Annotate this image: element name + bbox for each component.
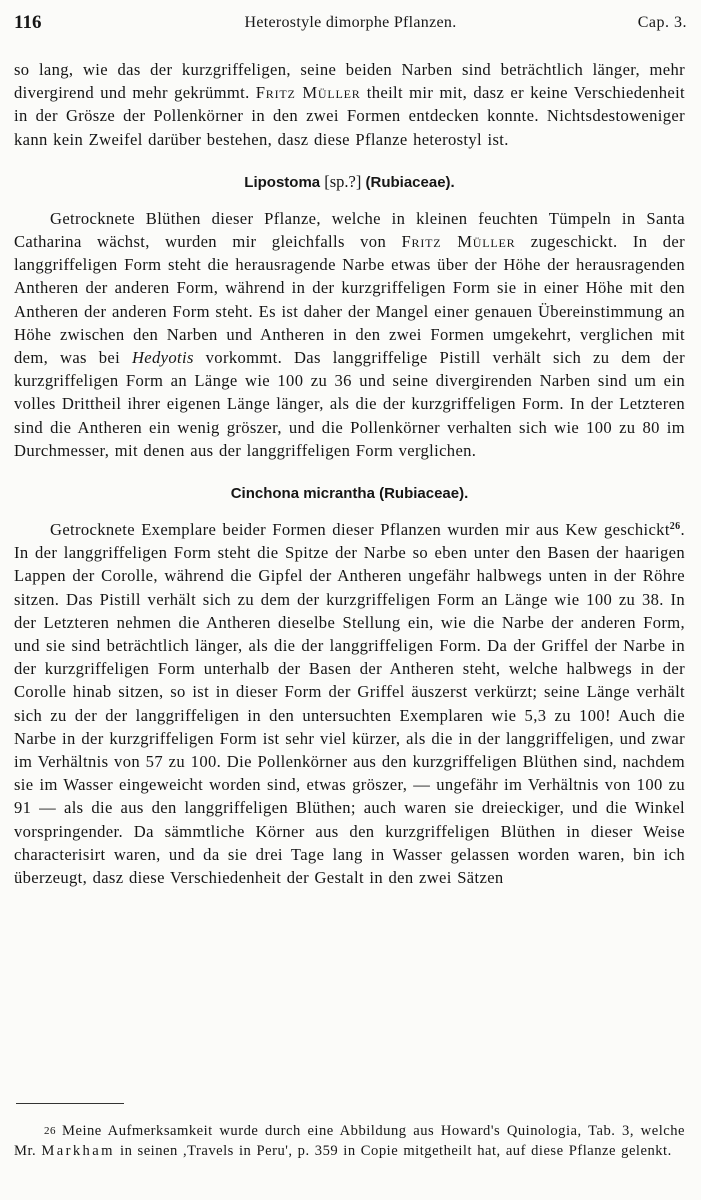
footnote-text-1: Meine Aufmerksamkeit wurde durch eine Abbildung aus Howard's Quinologia, Tab. 3, welche Mr. — [14, 1123, 685, 1160]
chapter-label: Cap. 3. — [637, 14, 687, 31]
footnote — [14, 1121, 685, 1162]
author-name: Fritz Müller — [255, 83, 361, 103]
section-heading-lipostoma — [14, 171, 685, 194]
page-number: 116 — [14, 12, 42, 33]
paragraph-lipostoma — [14, 207, 685, 462]
section-heading-cinchona — [14, 482, 685, 505]
footnote-person-name: Markham — [41, 1143, 115, 1160]
author-name: Fritz Müller — [401, 232, 516, 252]
running-header — [14, 12, 687, 38]
footnote-text-2: in seinen ,Travels in Peru', p. 359 in Copie mitgetheilt hat, auf diese Pflanze gelenkt. — [114, 1143, 672, 1160]
paragraph-lipostoma-text-3: vorkommt. Das langgriffelige Pistill verhält sich zu dem der kurzgriffeligen Form an Länge wie 100 zu 36 und seine divergirenden Narben sind um ein volles Drittheil ihrer eigenen Länge länger, als die der kurzgriffeligen Form. In der Letzteren sind die Antheren ein wenig gröszer, und die Pollenkörner verhalten sich wie 100 zu 80 im Durchmesser, mit denen aus der langgriffeligen Form verglichen. — [14, 348, 685, 460]
paragraph-cinchona-text-2: . In der langgriffeligen Form steht die Spitze der Narbe so eben unter den Basen der haarigen Lappen der Corolle, während die Gipfel der Antheren ungefähr halbwegs unten in der Röhre sitzen. Das Pistill verhält sich zu dem der kurzgriffeligen Form an Länge wie 100 zu 38. In der Letzteren nehmen die Antheren dieselbe Stellung ein, wie die Narbe der anderen Form, und sie sind beträchtlich länger, als die der langgriffeligen Form. Da der Griffel der Narbe in der kurzgriffeligen Form unterhalb der Basen der Antheren steht, welche halbwegs in der Corolle hinab sitzen, so ist in dieser Form der Griffel äuszerst verkürzt; seine Länge verhält sich zu der der langgriffeligen in den untersuchten Exemplaren wie 5,3 zu 100! Auch die Narbe in der kurzgriffeligen Form ist sehr viel kürzer, als die in der langgriffeligen, und zwar im Verhältnis von 57 zu 100. Die Pollenkörner aus den kurzgriffeligen Blüthen sind, nachdem sie im Wasser eingeweicht worden sind, etwas gröszer, — ungefähr im Verhältnis von 100 zu 91 — als die aus den langgriffeligen Blüthen; auch waren sie dreieckiger, und die Winkel vorspringender. Da sämmtliche Körner aus den kurzgriffeligen Blüthen in dieser Weise characterisirt waren, und da sie drei Tage lang in Wasser gelassen worden waren, bin ich überzeugt, dasz diese Verschiedenheit der Gestalt in den zwei Sätzen — [14, 520, 685, 888]
paragraph-intro — [14, 58, 685, 151]
paragraph-cinchona — [14, 518, 685, 889]
genus-italic: Hedyotis — [131, 348, 194, 368]
heading-title: Cinchona micrantha (Rubiaceae). — [230, 485, 469, 503]
paragraph-lipostoma-text-2: zugeschickt. In der langgriffeligen Form steht die herausragende Narbe etwas über der Höhe der herausragenden Antheren der anderen Form, während in der kurzgriffeligen Form sie in einer Höhe mit den Antheren der anderen Form steht. Es ist daher der Mangel einer genauen Übereinstimmung an Höhe zwischen den Narben und Antheren in den zwei Formen umgekehrt, verglichen mit dem, was bei — [14, 232, 685, 368]
main-text — [14, 58, 685, 889]
running-title: Heterostyle dimorphe Pflanzen. — [244, 14, 457, 31]
paragraph-intro-text-1: so lang, wie das der kurzgriffeligen, seine beiden Narben sind beträchtlich länger, mehr divergirend und mehr gekrümmt. — [14, 60, 685, 103]
paragraph-cinchona-text-1: Getrocknete Exemplare beider Formen dieser Pflanzen wurden mir aus Kew geschickt — [50, 520, 670, 540]
footnote-reference[interactable]: 26 — [669, 521, 681, 533]
footnote-mark: 26 — [44, 1125, 56, 1137]
paragraph-intro-text-2: theilt mir mit, dasz er keine Verschiedenheit in der Grösze der Pollenkörner in den zwei Formen entdecken konnte. Nichtsdestoweniger kann kein Zweifel darüber bestehen, dasz diese Pflanze heterostyl ist. — [14, 83, 685, 149]
footnote-divider — [16, 1103, 124, 1104]
paragraph-lipostoma-text-1: Getrocknete Blüthen dieser Pflanze, welche in kleinen feuchten Tümpeln in Santa Catharina wächst, wurden mir gleichfalls von — [14, 208, 685, 252]
heading-genus: Lipostoma — [244, 173, 321, 191]
heading-family: (Rubiaceae). — [365, 173, 455, 191]
heading-species-note: [sp.?] — [320, 171, 366, 191]
